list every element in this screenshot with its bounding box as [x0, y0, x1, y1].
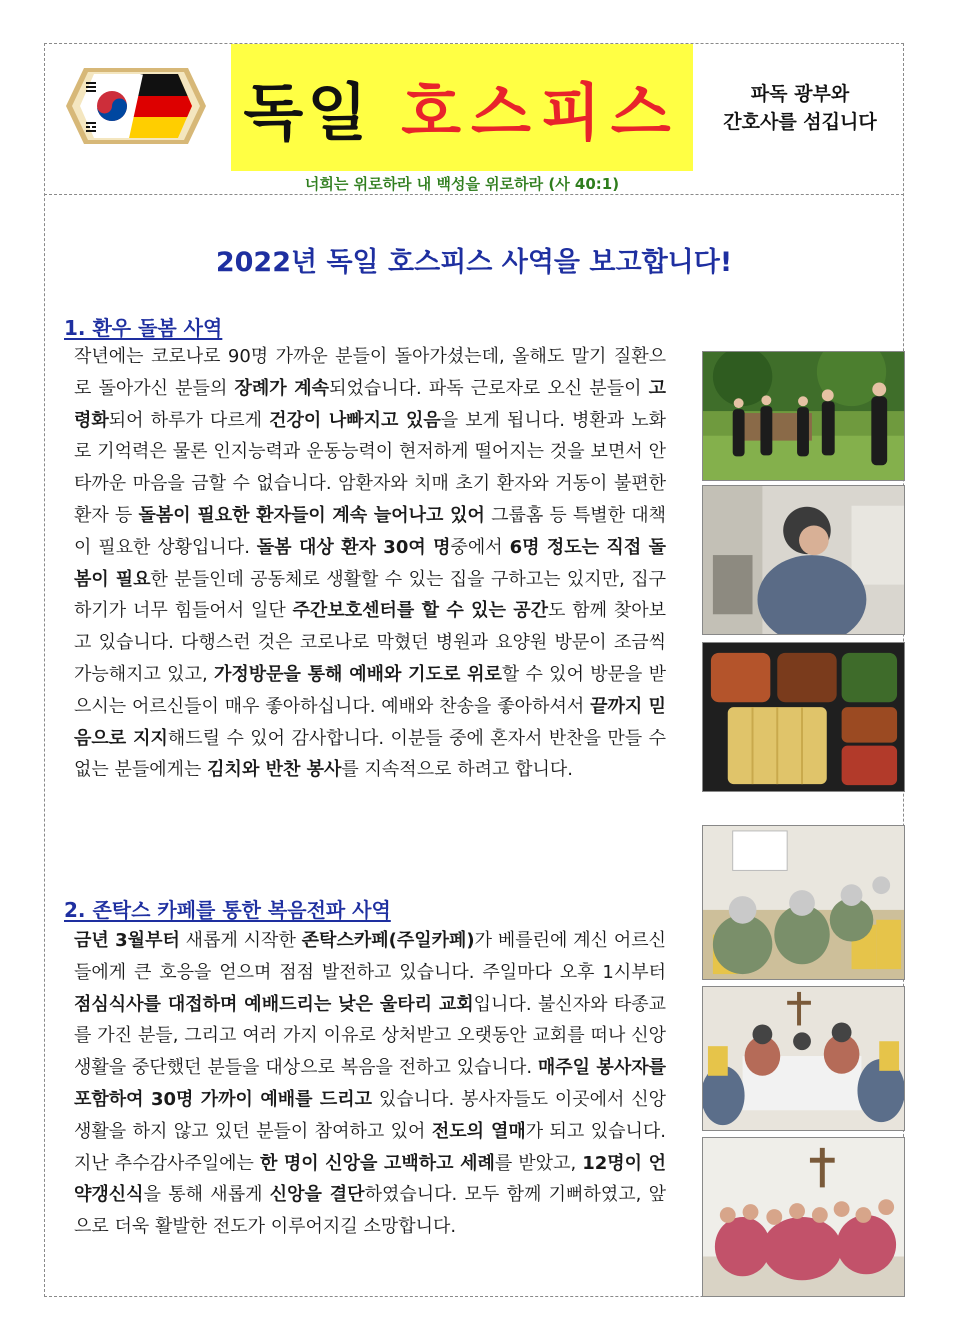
body-text: 가 되고 있습니다. 지난 추수감사주일에는: [74, 1120, 666, 1174]
body-text: 한 분들인데 공동체로 생활할 수 있는 집을 구하고는 있지만, 집구하기가 너무 힘들어서 일단: [74, 568, 666, 622]
emphasis-text: 고령화: [74, 377, 666, 431]
body-text: 하였습니다. 모두 함께 기뻐하였고, 앞으로 더욱 활발한 전도가 이루어지길 소망합니다.: [74, 1184, 666, 1238]
body-text: 가 베를린에 계신 어르신들에게 큰 호응을 얻으며 점점 발전하고 있습니다. 주일마다 오후 1시부터: [74, 930, 666, 983]
emphasis-text: 김치와 반찬 봉사: [207, 759, 342, 781]
header-divider: [44, 194, 904, 195]
body-text: 를 지속적으로 하려고 합니다.: [341, 759, 573, 781]
group-photo: [702, 1137, 905, 1297]
emphasis-text: 가정방문을 통해 예배와 기도로 위로: [213, 663, 502, 685]
side-dishes-photo: [702, 642, 905, 792]
emphasis-text: 매주일 봉사자를 포함하여 30명 가까이 예배를 드리고: [74, 1057, 666, 1110]
body-text: 작년에는 코로나로 90명 가까운 분들이 돌아가셨는데, 올해도 말기 질환으로 돌아가신 분들의: [74, 346, 666, 399]
main-heading: 2022년 독일 호스피스 사역을 보고합니다!: [215, 247, 733, 278]
section-title-sunday-cafe: 2. 존탁스 카페를 통한 복음전파 사역: [64, 898, 391, 922]
emphasis-text: 건강이 나빠지고 있음: [269, 409, 441, 431]
body-text: 중에서: [450, 536, 510, 558]
body-text: 되었습니다. 파독 근로자로 오신 분들이: [329, 377, 649, 399]
body-text: 그룹홈 등 특별한 대책이 필요한 상황입니다.: [74, 504, 666, 558]
emphasis-text: 6명 정도는 직접 돌봄이 필요: [74, 536, 666, 590]
side-label-line2: 간호사를 섬깁니다: [723, 111, 877, 133]
emphasis-text: 돌봄 대상 환자 30여 명: [256, 536, 451, 558]
body-text: 할 수 있어 방문을 받으시는 어르신들이 매우 좋아하십니다. 예배와 찬송을 좋아하셔서: [74, 663, 666, 717]
body-text: 해드릴 수 있어 감사합니다. 이분들 중에 혼자서 반찬을 만들 수 없는 분들에게는: [74, 727, 666, 781]
emphasis-text: 돌봄이 필요한 환자들이 계속 늘어나고 있어: [138, 504, 485, 526]
emphasis-text: 신앙을 결단: [269, 1184, 365, 1206]
emphasis-text: 한 명이 신앙을 고백하고 세례: [259, 1152, 495, 1174]
patient-care-photo: [702, 485, 905, 635]
body-text: 를 받았고,: [494, 1152, 583, 1174]
title-red: 호스피스: [401, 76, 681, 149]
section-body-patient-care: [74, 341, 666, 786]
emphasis-text: 전도의 열매: [431, 1120, 526, 1142]
emphasis-text: 12명이 언약갱신식: [74, 1152, 666, 1206]
funeral-photo: [702, 351, 905, 481]
side-label: [706, 80, 894, 136]
title-black: 독일: [243, 76, 372, 149]
body-text: 도 함께 찾아보고 있습니다. 다행스런 것은 코로나로 막혔던 병원과 요양원 방문이 조금씩 가능해지고 있고,: [74, 600, 667, 685]
newsletter-title: [231, 44, 693, 171]
body-text: 을 보게 됩니다. 병환과 노화로 기억력은 물론 인지능력과 운동능력이 현저하게 떨어지는 것을 보면서 안타까운 마음을 금할 수 없습니다. 암환자와 치매 초기 환자와 거동이 불편한 환자 등: [74, 409, 666, 526]
body-text: 되어 하루가 다르게: [108, 409, 270, 431]
cafe-lunch-photo: [702, 986, 905, 1131]
body-text: 새롭게 시작한: [179, 930, 302, 951]
body-text: 을 통해 새롭게: [143, 1184, 270, 1206]
section-title-patient-care: 1. 환우 돌봄 사역: [64, 316, 223, 340]
body-text: 있습니다. 봉사자들도 이곳에서 신앙생활을 하지 않고 있던 분들이 참여하고 있어: [74, 1088, 666, 1142]
section-body-sunday-cafe: [74, 925, 666, 1243]
side-label-line1: 파독 광부와: [750, 83, 850, 105]
emphasis-text: 금년 3월부터: [74, 930, 180, 951]
body-text: 입니다. 불신자와 타종교를 가진 분들, 그리고 여러 가지 이유로 상처받고 오랫동안 교회를 떠나 신앙생활을 중단했던 분들을 대상으로 복음을 전하고 있습니다.: [74, 993, 666, 1079]
emphasis-text: 존탁스카페(주일카페): [301, 930, 475, 951]
emphasis-text: 주간보호센터를 할 수 있는 공간: [292, 600, 549, 622]
emphasis-text: 끝까지 믿음으로 지지: [74, 695, 666, 749]
korea-germany-flag-emblem-icon: [60, 66, 212, 146]
cafe-worship-photo: [702, 825, 905, 980]
emphasis-text: 장례가 계속: [234, 377, 330, 399]
emphasis-text: 점심식사를 대접하며 예배드리는 낮은 울타리 교회: [74, 993, 474, 1015]
scripture-tagline: 너희는 위로하라 내 백성을 위로하라 (사 40:1): [304, 175, 620, 193]
